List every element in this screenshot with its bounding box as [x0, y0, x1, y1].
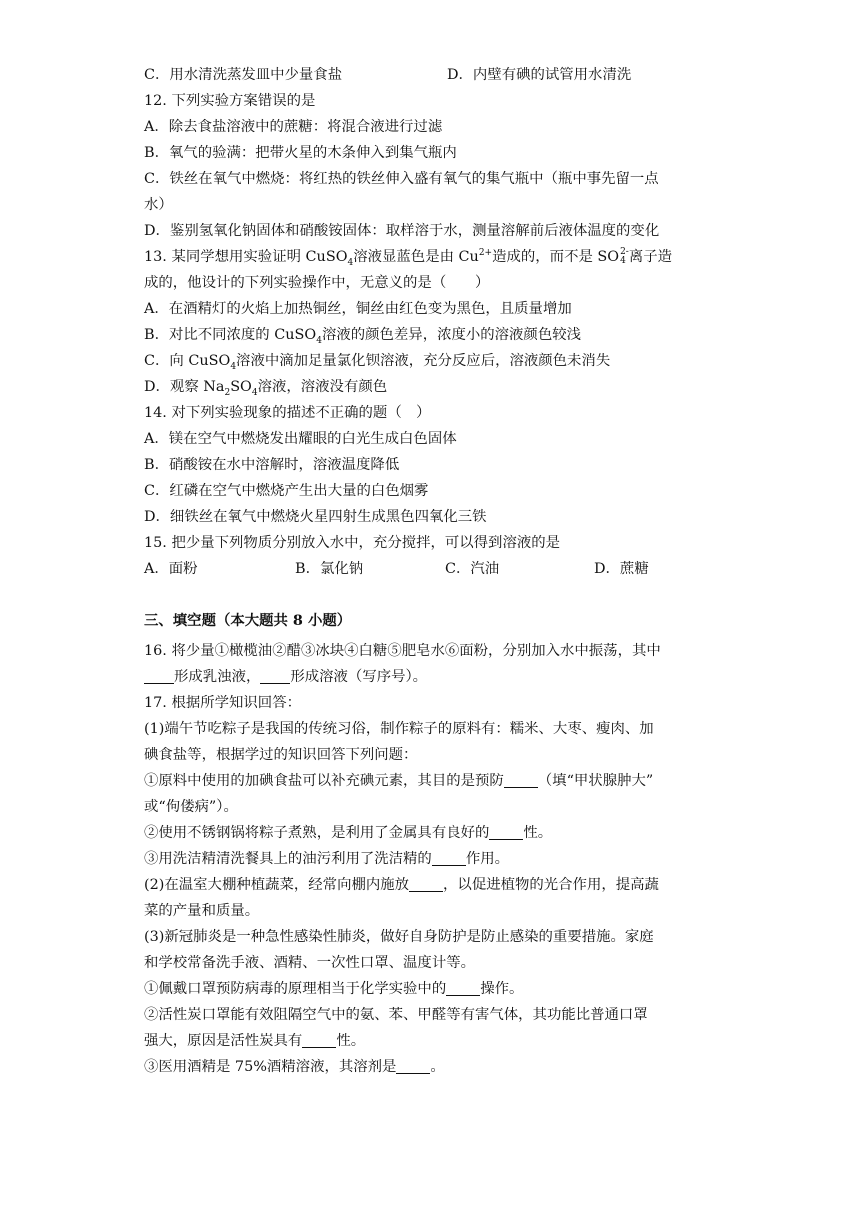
q17-p3q2-text-b: 性。	[336, 1033, 366, 1049]
q17-part3-q3	[144, 1054, 734, 1080]
q13-subscript: 4	[347, 257, 354, 268]
q17-part1-q1	[144, 768, 734, 794]
q13-option-b-subscript: 4	[316, 335, 322, 346]
q17-part3-line2: 和学校常备洗手液、酒精、一次性口罩、温度计等。	[144, 955, 475, 971]
q17-p1q1-text-b: （填“甲状腺肿大”	[537, 773, 654, 789]
answer-blank[interactable]	[432, 849, 466, 866]
ion-subscript: 4	[620, 256, 626, 266]
q12-option-c-line2: 水）	[144, 197, 173, 213]
q15-option-d: D．蔗糖	[594, 561, 649, 577]
q17-part2-line1	[144, 872, 734, 898]
q17-p2-text-b: ，以促进植物的光合作用，提高蔬	[443, 877, 659, 893]
q13-option-d	[144, 374, 734, 400]
q13-option-b	[144, 322, 734, 348]
q13-option-d-subscript-1: 2	[224, 387, 231, 398]
q13-stem-line2: 成的，他设计的下列实验操作中，无意义的是（ ）	[144, 275, 490, 291]
exam-page	[144, 62, 734, 1080]
q13-stem-line1	[144, 244, 734, 270]
q17-part1-line2: 碘食盐等，根据学过的知识回答下列问题：	[144, 747, 418, 763]
q13-stem-text-a: 13. 某同学想用实验证明 CuSO	[144, 249, 348, 265]
q13-option-c-text-a: C．向 CuSO	[144, 353, 231, 369]
q15-option-a: A．面粉	[144, 561, 198, 577]
sulfate-ion-charge	[619, 248, 629, 266]
q17-p1q2-text-b: 性。	[523, 825, 553, 841]
q13-option-a: A．在酒精灯的火焰上加热铜丝，铜丝由红色变为黑色，且质量增加	[144, 301, 572, 317]
q17-p1q1-text-a: ①原料中使用的加碘食盐可以补充碘元素，其目的是预防	[144, 773, 504, 789]
q15-stem: 15. 把少量下列物质分别放入水中，充分搅拌，可以得到溶液的是	[144, 535, 561, 551]
q17-p1q3-text-b: 作用。	[465, 851, 510, 867]
answer-blank[interactable]	[144, 667, 174, 684]
q17-part3-q2-line1: ②活性炭口罩能有效阻隔空气中的氨、苯、甲醛等有害气体，其功能比普通口罩	[144, 1007, 648, 1023]
q16-line2	[144, 664, 734, 690]
q17-p3q3-text-a: ③医用酒精是 75%酒精溶液，其溶剂是	[144, 1059, 397, 1075]
q17-part3-q1	[144, 976, 734, 1002]
q17-p3q1-text-a: ①佩戴口罩预防病毒的原理相当于化学实验中的	[144, 981, 447, 997]
q13-option-d-subscript-2: 4	[251, 387, 258, 398]
answer-blank[interactable]	[260, 667, 290, 684]
q17-part3-q2-line2	[144, 1028, 734, 1054]
q12-option-c-line1: C．铁丝在氧气中燃烧：将红热的铁丝伸入盛有氧气的集气瓶中（瓶中事先留一点	[144, 171, 659, 187]
q13-option-c-subscript: 4	[230, 361, 237, 372]
q11-options-cd	[144, 62, 734, 88]
q14-option-a: A．镁在空气中燃烧发出耀眼的白光生成白色固体	[144, 431, 457, 447]
q17-p3q2-text-a: 强大，原因是活性炭具有	[144, 1033, 303, 1049]
q15-options	[144, 556, 734, 582]
q17-p2-text-a: (2)在温室大棚种植蔬菜，经常向棚内施放	[144, 877, 410, 893]
q13-option-d-text-mid: SO	[230, 379, 252, 395]
q17-part1-q1-line2: 或“佝偻病”）。	[144, 799, 238, 815]
q13-stem-text-d: 离子造	[628, 249, 673, 265]
q11-option-d: D．内壁有碘的试管用水清洗	[447, 67, 632, 83]
q17-p3q3-text-b: 。	[430, 1059, 445, 1075]
q16-line1: 16. 将少量①橄榄油②醋③冰块④白糖⑤肥皂水⑥面粉，分别加入水中振荡，其中	[144, 643, 661, 659]
answer-blank[interactable]	[302, 1031, 336, 1048]
q15-option-b: B．氯化钠	[295, 561, 364, 577]
q13-option-d-text-b: 溶液，溶液没有颜色	[257, 379, 388, 395]
q17-stem: 17. 根据所学知识回答：	[144, 695, 301, 711]
q13-option-b-text-a: B．对比不同浓度的 CuSO	[144, 327, 317, 343]
ion-charge: 2-	[620, 247, 629, 257]
q17-part1-q2	[144, 820, 734, 846]
q13-option-d-text-a: D．观察 Na	[144, 379, 225, 395]
q13-option-b-text-b: 溶液的颜色差异，浓度小的溶液颜色较浅	[321, 327, 581, 343]
q17-part3-line1: (3)新冠肺炎是一种急性感染性肺炎，做好自身防护是防止感染的重要措施。家庭	[144, 929, 654, 945]
q12-option-b: B．氧气的验满：把带火星的木条伸入到集气瓶内	[144, 145, 457, 161]
q17-p3q1-text-b: 操作。	[480, 981, 524, 997]
q14-option-c: C．红磷在空气中燃烧产生出大量的白色烟雾	[144, 483, 429, 499]
q12-option-d: D．鉴别氢氧化钠固体和硝酸铵固体：取样溶于水，测量溶解前后液体温度的变化	[144, 223, 660, 239]
q11-option-c: C．用水清洗蒸发皿中少量食盐	[144, 67, 343, 83]
q17-part1-line1: (1)端午节吃粽子是我国的传统习俗，制作粽子的原料有：糯米、大枣、瘦肉、加	[144, 721, 654, 737]
q14-option-d: D．细铁丝在氧气中燃烧火星四射生成黑色四氧化三铁	[144, 509, 487, 525]
q13-stem-text-c: 造成的，而不是 SO	[492, 249, 620, 265]
q17-part1-q3	[144, 846, 734, 872]
q16-text-a: 形成乳浊液，	[174, 669, 261, 685]
q13-stem-text-b: 溶液显蓝色是由 Cu	[353, 249, 479, 265]
q16-text-b: 形成溶液（写序号）。	[290, 669, 428, 685]
q13-superscript: 2+	[478, 248, 493, 259]
q15-option-c: C．汽油	[445, 561, 500, 577]
q17-p1q2-text-a: ②使用不锈钢锅将粽子煮熟，是利用了金属具有良好的	[144, 825, 490, 841]
q14-option-b: B．硝酸铵在水中溶解时，溶液温度降低	[144, 457, 400, 473]
q17-part2-line2: 菜的产量和质量。	[144, 903, 260, 919]
q12-stem: 12. 下列实验方案错误的是	[144, 93, 316, 109]
answer-blank[interactable]	[446, 979, 480, 996]
answer-blank[interactable]	[489, 823, 523, 840]
q13-option-c-text-b: 溶液中滴加足量氯化钡溶液，充分反应后，溶液颜色未消失	[236, 353, 611, 369]
answer-blank[interactable]	[396, 1057, 430, 1074]
answer-blank[interactable]	[504, 771, 538, 788]
q17-p1q3-text-a: ③用洗洁精清洗餐具上的油污利用了洗洁精的	[144, 851, 432, 867]
q14-stem: 14. 对下列实验现象的描述不正确的题（ ）	[144, 405, 431, 421]
q13-option-c	[144, 348, 734, 374]
q12-option-a: A．除去食盐溶液中的蔗糖：将混合液进行过滤	[144, 119, 443, 135]
answer-blank[interactable]	[409, 875, 443, 892]
section-title-fill-in: 三、填空题（本大题共 8 小题）	[144, 612, 352, 629]
